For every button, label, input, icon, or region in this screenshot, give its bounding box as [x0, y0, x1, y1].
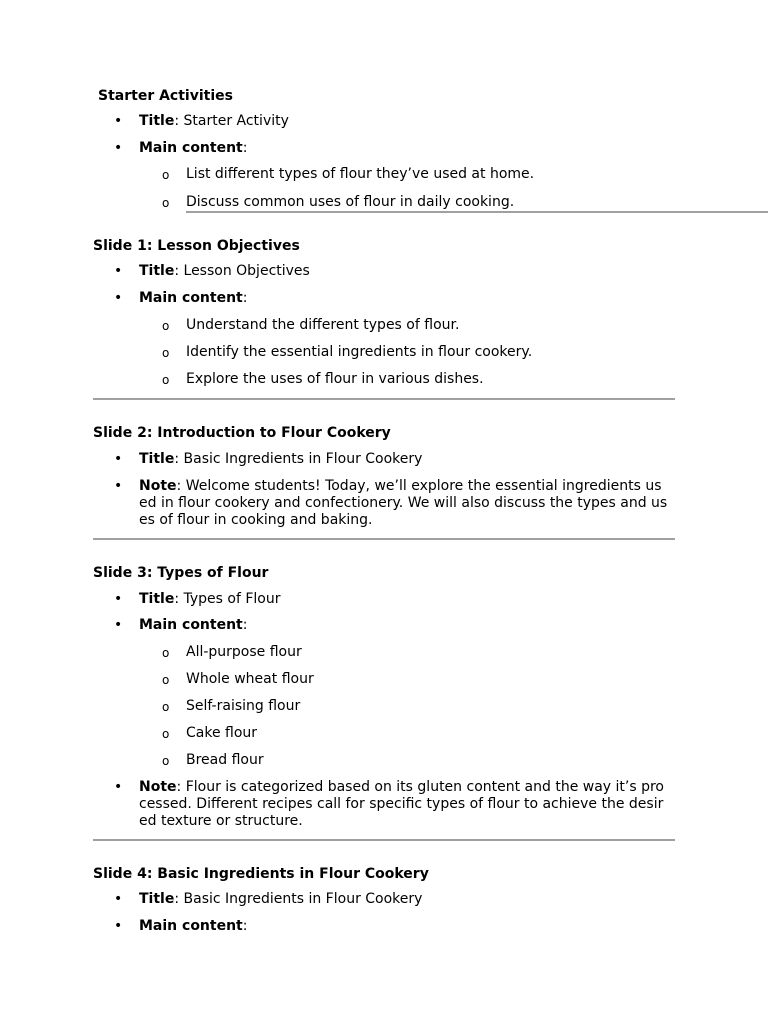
slide2-title-bullet [114, 451, 423, 468]
list-item: o Self-raising flour [162, 698, 301, 714]
section-divider [93, 538, 675, 540]
sub-bullet-icon: o [162, 168, 170, 182]
slide3-note-bullet: • Note: Flour is categorized based on its gluten content and the way it’s pro cessed. Different recipes call for specific types of flour to achieve the desir ed texture or structure. [114, 779, 664, 829]
title-label: Title [139, 891, 175, 907]
slide1-main-bullet: • Main content: [114, 290, 248, 306]
slide2-note-bullet: • Note: Welcome students! Today, we’ll explore the essential ingredients us ed in flour cookery and confectionery. We will also discuss the types and us es of flour in cooking and baking. [114, 478, 668, 528]
note-label: Note [139, 779, 177, 795]
bullet-icon: • [114, 779, 123, 795]
list-item: o Cake flour [162, 725, 258, 741]
bullet-icon: • [114, 891, 123, 907]
sub-bullet-icon: o [162, 346, 170, 360]
slide1-heading: Slide 1: Lesson Objectives [93, 238, 300, 254]
slide3-heading: Slide 3: Types of Flour [93, 565, 269, 581]
title-value: : Basic Ingredients in Flour Cookery [174, 891, 423, 907]
bullet-icon: • [114, 140, 123, 156]
starter-title-bullet [114, 113, 289, 130]
slide4-main-bullet: • Main content: [114, 918, 248, 934]
list-item: o All-purpose flour [162, 644, 302, 660]
list-item: o Understand the different types of flour. [162, 317, 460, 333]
title-label: Title [139, 113, 175, 129]
main-content-label: Main content [139, 290, 243, 306]
list-item: o Bread flour [162, 752, 264, 768]
sub-bullet-icon: o [162, 754, 170, 768]
starter-heading: Starter Activities [98, 88, 233, 104]
title-label: Title [139, 451, 175, 467]
bullet-icon: • [114, 290, 123, 306]
title-value: : Types of Flour [174, 591, 281, 607]
sub-bullet-icon: o [162, 646, 170, 660]
bullet-icon: • [114, 113, 123, 129]
slide1-title-bullet [114, 263, 310, 280]
slide2-heading: Slide 2: Introduction to Flour Cookery [93, 425, 391, 441]
title-label: Title [139, 263, 175, 279]
title-value: : Starter Activity [174, 113, 289, 129]
bullet-icon: • [114, 263, 123, 279]
bullet-icon: • [114, 617, 123, 633]
sub-bullet-icon: o [162, 727, 170, 741]
section-divider [93, 398, 675, 400]
slide3-title-bullet [114, 591, 281, 608]
sub-bullet-icon: o [162, 373, 170, 387]
note-label: Note [139, 478, 177, 494]
bullet-icon: • [114, 591, 123, 607]
slide4-heading: Slide 4: Basic Ingredients in Flour Cookery [93, 866, 429, 882]
title-label: Title [139, 591, 175, 607]
list-item: o Discuss common uses of flour in daily cooking. [162, 194, 515, 210]
sub-bullet-icon: o [162, 196, 170, 210]
list-item: o Explore the uses of flour in various dishes. [162, 371, 484, 387]
title-value: : Basic Ingredients in Flour Cookery [174, 451, 423, 467]
title-value: : Lesson Objectives [174, 263, 310, 279]
main-content-label: Main content [139, 918, 243, 934]
sub-bullet-icon: o [162, 319, 170, 333]
bullet-icon: • [114, 918, 123, 934]
slide3-main-bullet: • Main content: [114, 617, 248, 633]
main-content-label: Main content [139, 617, 243, 633]
list-item: o List different types of flour they’ve used at home. [162, 166, 535, 182]
list-item: o Whole wheat flour [162, 671, 314, 687]
starter-main-bullet: • Main content: [114, 140, 248, 156]
bullet-icon: • [114, 451, 123, 467]
bullet-icon: • [114, 478, 123, 494]
section-divider [186, 211, 768, 213]
slide4-title-bullet [114, 891, 423, 908]
list-item: o Identify the essential ingredients in flour cookery. [162, 344, 533, 360]
section-divider [93, 839, 675, 841]
sub-bullet-icon: o [162, 700, 170, 714]
sub-bullet-icon: o [162, 673, 170, 687]
main-content-label: Main content [139, 140, 243, 156]
